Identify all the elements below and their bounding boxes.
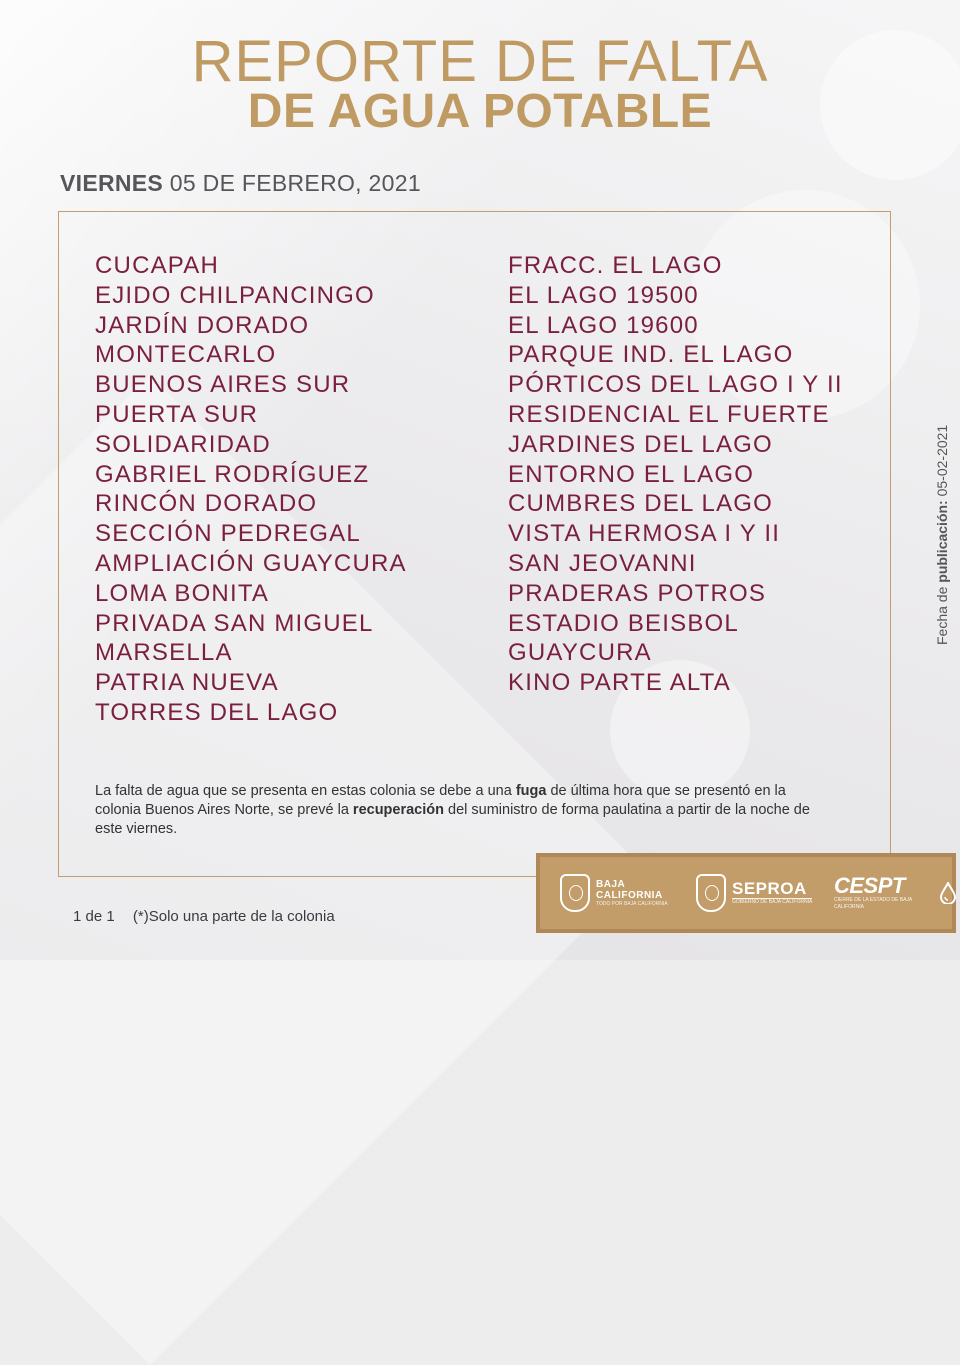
colonia-item: CUMBRES DEL LAGO	[508, 490, 774, 518]
footnote: (*)Solo una parte de la colonia	[132, 908, 335, 925]
colonia-item: BUENOS AIRES SUR	[95, 371, 351, 399]
report-date	[60, 170, 421, 197]
baja-california-line1: BAJA	[596, 878, 626, 890]
colonia-item: MONTECARLO	[95, 341, 277, 369]
colonia-item: MARSELLA	[95, 639, 233, 667]
colonia-item: SOLIDARIDAD	[95, 430, 271, 458]
publication-date-value: 05-02-2021	[934, 424, 950, 501]
colonia-item: PARQUE IND. EL LAGO	[508, 341, 794, 369]
note-text: del suministro de forma paulatina a partir de la noche de este viernes.	[95, 802, 810, 837]
colonia-item: ESTADIO BEISBOL	[508, 609, 739, 637]
cespt-logo	[834, 853, 956, 933]
colonia-item: TORRES DEL LAGO	[95, 698, 339, 726]
colonia-item: JARDÍN DORADO	[95, 311, 310, 339]
cespt-sub: CIERRE DE LA ESTADO DE BAJA CALIFORNIA	[834, 897, 912, 910]
water-drop-icon	[940, 882, 956, 904]
note-bold-fuga: fuga	[515, 783, 547, 799]
page-indicator: 1 de 1	[73, 908, 115, 925]
report-date-text: 05 DE FEBRERO, 2021	[169, 170, 421, 196]
colonia-item: FRACC. EL LAGO	[508, 252, 723, 279]
seproa-logo	[696, 853, 812, 933]
note-text: La falta de agua que se presenta en estas colonia se debe a una	[95, 783, 516, 799]
colonia-item: PÓRTICOS DEL LAGO I Y II	[508, 371, 843, 399]
note-bold-recuperacion: recuperación	[352, 802, 444, 818]
publication-date-vertical	[924, 375, 950, 645]
colonia-item: CUCAPAH	[95, 252, 219, 279]
colonia-item: KINO PARTE ALTA	[508, 669, 731, 697]
colonia-item: EJIDO CHILPANCINGO	[95, 281, 375, 309]
colonia-item: AMPLIACIÓN GUAYCURA	[95, 549, 407, 577]
publication-label: Fecha de	[934, 582, 950, 645]
colonias-list-left	[95, 251, 407, 728]
colonia-item: PRADERAS POTROS	[508, 579, 767, 607]
report-day: VIERNES	[60, 170, 164, 196]
coat-of-arms-icon	[696, 874, 726, 912]
colonias-list-right	[508, 251, 843, 698]
explanation-note	[95, 782, 835, 839]
colonia-item: JARDINES DEL LAGO	[508, 430, 773, 458]
colonia-item: PUERTA SUR	[95, 400, 259, 428]
title-line-1: REPORTE DE FALTA	[191, 29, 769, 94]
colonia-item: VISTA HERMOSA I Y II	[508, 520, 781, 548]
colonia-item: GUAYCURA	[508, 639, 652, 667]
logo-bar	[536, 853, 956, 933]
colonia-item: SECCIÓN PEDREGAL	[95, 520, 361, 548]
colonia-item: ENTORNO EL LAGO	[508, 460, 755, 488]
note-text: de última hora que se presentó en la colonia Buenos Aires Norte, se prevé la	[95, 783, 786, 818]
colonia-item: PRIVADA SAN MIGUEL	[95, 609, 374, 637]
baja-california-sub: TODO POR BAJA CALIFORNIA	[596, 900, 668, 907]
colonia-item: SAN JEOVANNI	[508, 549, 697, 577]
colonia-item: RESIDENCIAL EL FUERTE	[508, 400, 830, 428]
seproa-text: SEPROA	[732, 879, 807, 898]
coat-of-arms-icon	[560, 874, 590, 912]
colonia-item: RINCÓN DORADO	[95, 490, 318, 518]
colonia-item: GABRIEL RODRÍGUEZ	[95, 460, 370, 488]
cespt-text: CESPT	[834, 873, 905, 898]
colonia-item: LOMA BONITA	[95, 579, 270, 607]
footer	[73, 908, 335, 925]
colonia-item: EL LAGO 19500	[508, 281, 699, 309]
seproa-sub: GOBIERNO DE BAJA CALIFORNIA	[732, 899, 813, 905]
publication-label-bold: publicación:	[934, 500, 950, 583]
baja-california-logo	[560, 853, 668, 933]
colonia-item: EL LAGO 19600	[508, 311, 699, 339]
publication-date-text	[934, 425, 950, 645]
title-line-2: DE AGUA POTABLE	[247, 85, 713, 138]
baja-california-line2: CALIFORNIA	[596, 889, 663, 901]
colonia-item: PATRIA NUEVA	[95, 669, 279, 697]
